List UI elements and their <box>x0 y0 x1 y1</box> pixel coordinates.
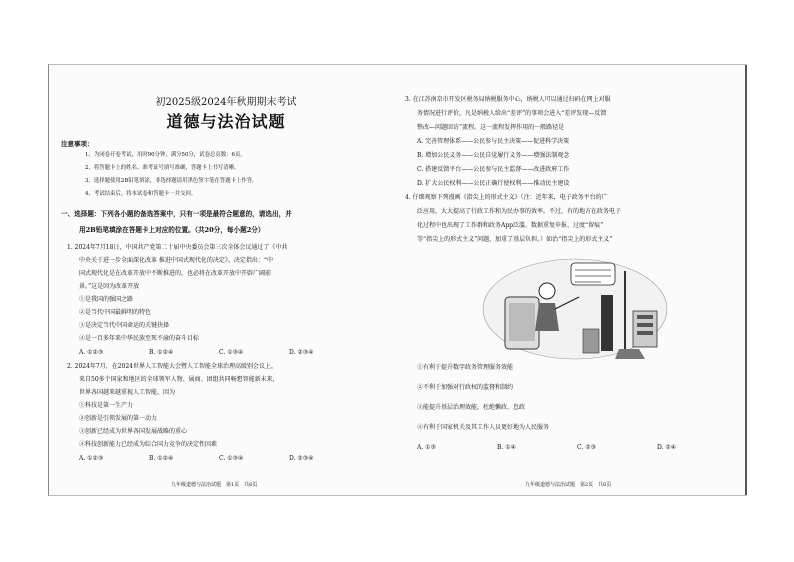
q1-choice-d: D. ②③④ <box>289 349 314 356</box>
question-1-line: 景。”这是因为改革开放 <box>79 283 140 290</box>
question-4-line: 化过程中也出现了工作群和政务App泛滥、数据重复申报、过度“留痕” <box>417 222 604 229</box>
q4-choice-b: B. ①④ <box>497 444 516 451</box>
q3-choice-d: D. 扩大公民权利——公民正确行使权利——推动民主建设 <box>417 180 570 187</box>
q1-statement: ③是决定当代中国命运的关键抉择 <box>79 322 170 329</box>
question-3-line: 整改—问题回访”流程。这一流程发挥作用的一般路径是 <box>417 124 565 131</box>
exam-title: 道德与法治试题 <box>166 112 286 131</box>
right-page <box>405 65 739 495</box>
q4-statement: ①有利于提升数字政务管理服务效能 <box>417 364 514 371</box>
q2-statement: ④科技创新能力已经成为综合国力竞争的决定性因素 <box>79 441 218 448</box>
q3-choice-b: B. 增加公民义务——公民自觉履行义务——增强法制观念 <box>417 152 570 159</box>
q1-choice-c: C. ①③④ <box>219 349 244 356</box>
q2-statement: ③创新已经成为世界各国发展战略的重心 <box>79 428 188 435</box>
q2-statement: ②创新是引领发展的第一动力 <box>79 415 158 422</box>
question-1-line: 国式现代化是在改革开放中不断推进的，也必将在改革开放中开辟广阔前 <box>79 270 272 277</box>
q1-choice-a: A. ①②③ <box>79 349 104 356</box>
q4-statement: ④有利于国家机关及其工作人员更好地为人民服务 <box>417 424 550 431</box>
notice-item: 1、为闭卷开卷考试，用时90分钟，满分50分，试卷总页数：6页。 <box>85 152 246 158</box>
q2-choice-c: C. ①③④ <box>219 455 244 462</box>
notice-heading: 注意事项： <box>61 140 94 148</box>
cartoon-illustration <box>475 251 675 363</box>
q4-choice-a: A. ①③ <box>417 444 436 451</box>
question-4-line: 4. 仔细观察下列漫画《指尖上的形式主义》（注：近年来，电子政务平台的广 <box>405 194 608 201</box>
section-heading-line2: 用2B铅笔填涂在答题卡上对应的位置。（共20分，每小题2分） <box>79 226 265 234</box>
page-footer: 九年级道德与法治试题 第2页 共6页 <box>525 482 612 488</box>
question-1-line: 1. 2024年7月18日，中国共产党第二十届中央委员会第三次全体会议通过了《中共 <box>67 244 288 251</box>
notice-item: 3、选择题使用2B铅笔填涂，非选择题请用黑色签字笔在答题卡上作答。 <box>85 178 258 184</box>
q4-choice-c: C. ②③ <box>577 444 596 451</box>
q2-choice-b: B. ①②④ <box>149 455 174 462</box>
question-2-line: 世界各国越来越重视人工智能，因为 <box>79 389 176 396</box>
page-footer: 九年级道德与法治试题 第1页 共6页 <box>171 482 258 488</box>
question-4-line: 等“指尖上的形式主义”问题，加重了基层负担。）如治“指尖上的形式主义” <box>417 236 613 243</box>
q3-choice-a: A. 完善管理体系——公民参与民主决策——促进科学决策 <box>417 138 570 145</box>
q2-choice-a: A. ①②③ <box>79 455 104 462</box>
q1-choice-b: B. ①②④ <box>149 349 174 356</box>
exam-sheet <box>48 64 747 496</box>
q1-statement: ④是一百多年来中华民族至死不渝的奋斗目标 <box>79 335 200 342</box>
q4-choice-d: D. ②④ <box>657 444 677 451</box>
question-3-line: 3. 在江苏南京市开发区税务局纳税服务中心，纳税人可以通过扫码在网上对服 <box>405 96 611 103</box>
sheet-edge <box>745 65 747 495</box>
exam-subtitle: 初2025级2024年秋期期末考试 <box>155 97 297 108</box>
question-1-line: 中央关于进一步全面深化改革 推进中国式现代化的决定》。决定指出：“中 <box>79 257 273 264</box>
q1-statement: ①是我国的强国之路 <box>79 296 134 303</box>
q4-statement: ②不利于加强对行政权的监督和制约 <box>417 384 514 391</box>
question-2-line: 来自50多个国家和地区的全球领军人物、展商、团组共同畅想智能新未来， <box>79 376 279 383</box>
q1-statement: ②是当代中国最鲜明的特色 <box>79 309 152 316</box>
notice-item: 2、将答题卡上的姓名、准考证号填写准确，答题卡上书写清晰。 <box>85 165 240 171</box>
q4-statement: ③能提升基层治理效能，杜绝懒政、怠政 <box>417 404 526 411</box>
question-3-line: 务情况进行评价，凡是纳税人给出“差评”的事项会进入“差评发现—反馈 <box>417 110 607 117</box>
q3-choice-c: C. 搭建反馈平台——公民参与民主监督——改进政府工作 <box>417 166 570 173</box>
section-heading: 一、选择题：下列各小题的备选答案中，只有一项是最符合题意的，请选出，并 <box>61 210 292 218</box>
q2-statement: ①科技是第一生产力 <box>79 402 134 409</box>
q2-choice-d: D. ②③④ <box>289 455 314 462</box>
question-2-line: 2. 2024年7月，在2024世界人工智能大会暨人工智能全球治理高级别会议上， <box>67 363 277 370</box>
notice-item: 4、考试结束后，将本试卷和答题卡一并交回。 <box>85 191 197 197</box>
left-page <box>61 65 391 495</box>
question-4-line: 泛应用，大大提高了行政工作和为民办事的效率。不过，有的地方在政务电子 <box>417 208 622 215</box>
